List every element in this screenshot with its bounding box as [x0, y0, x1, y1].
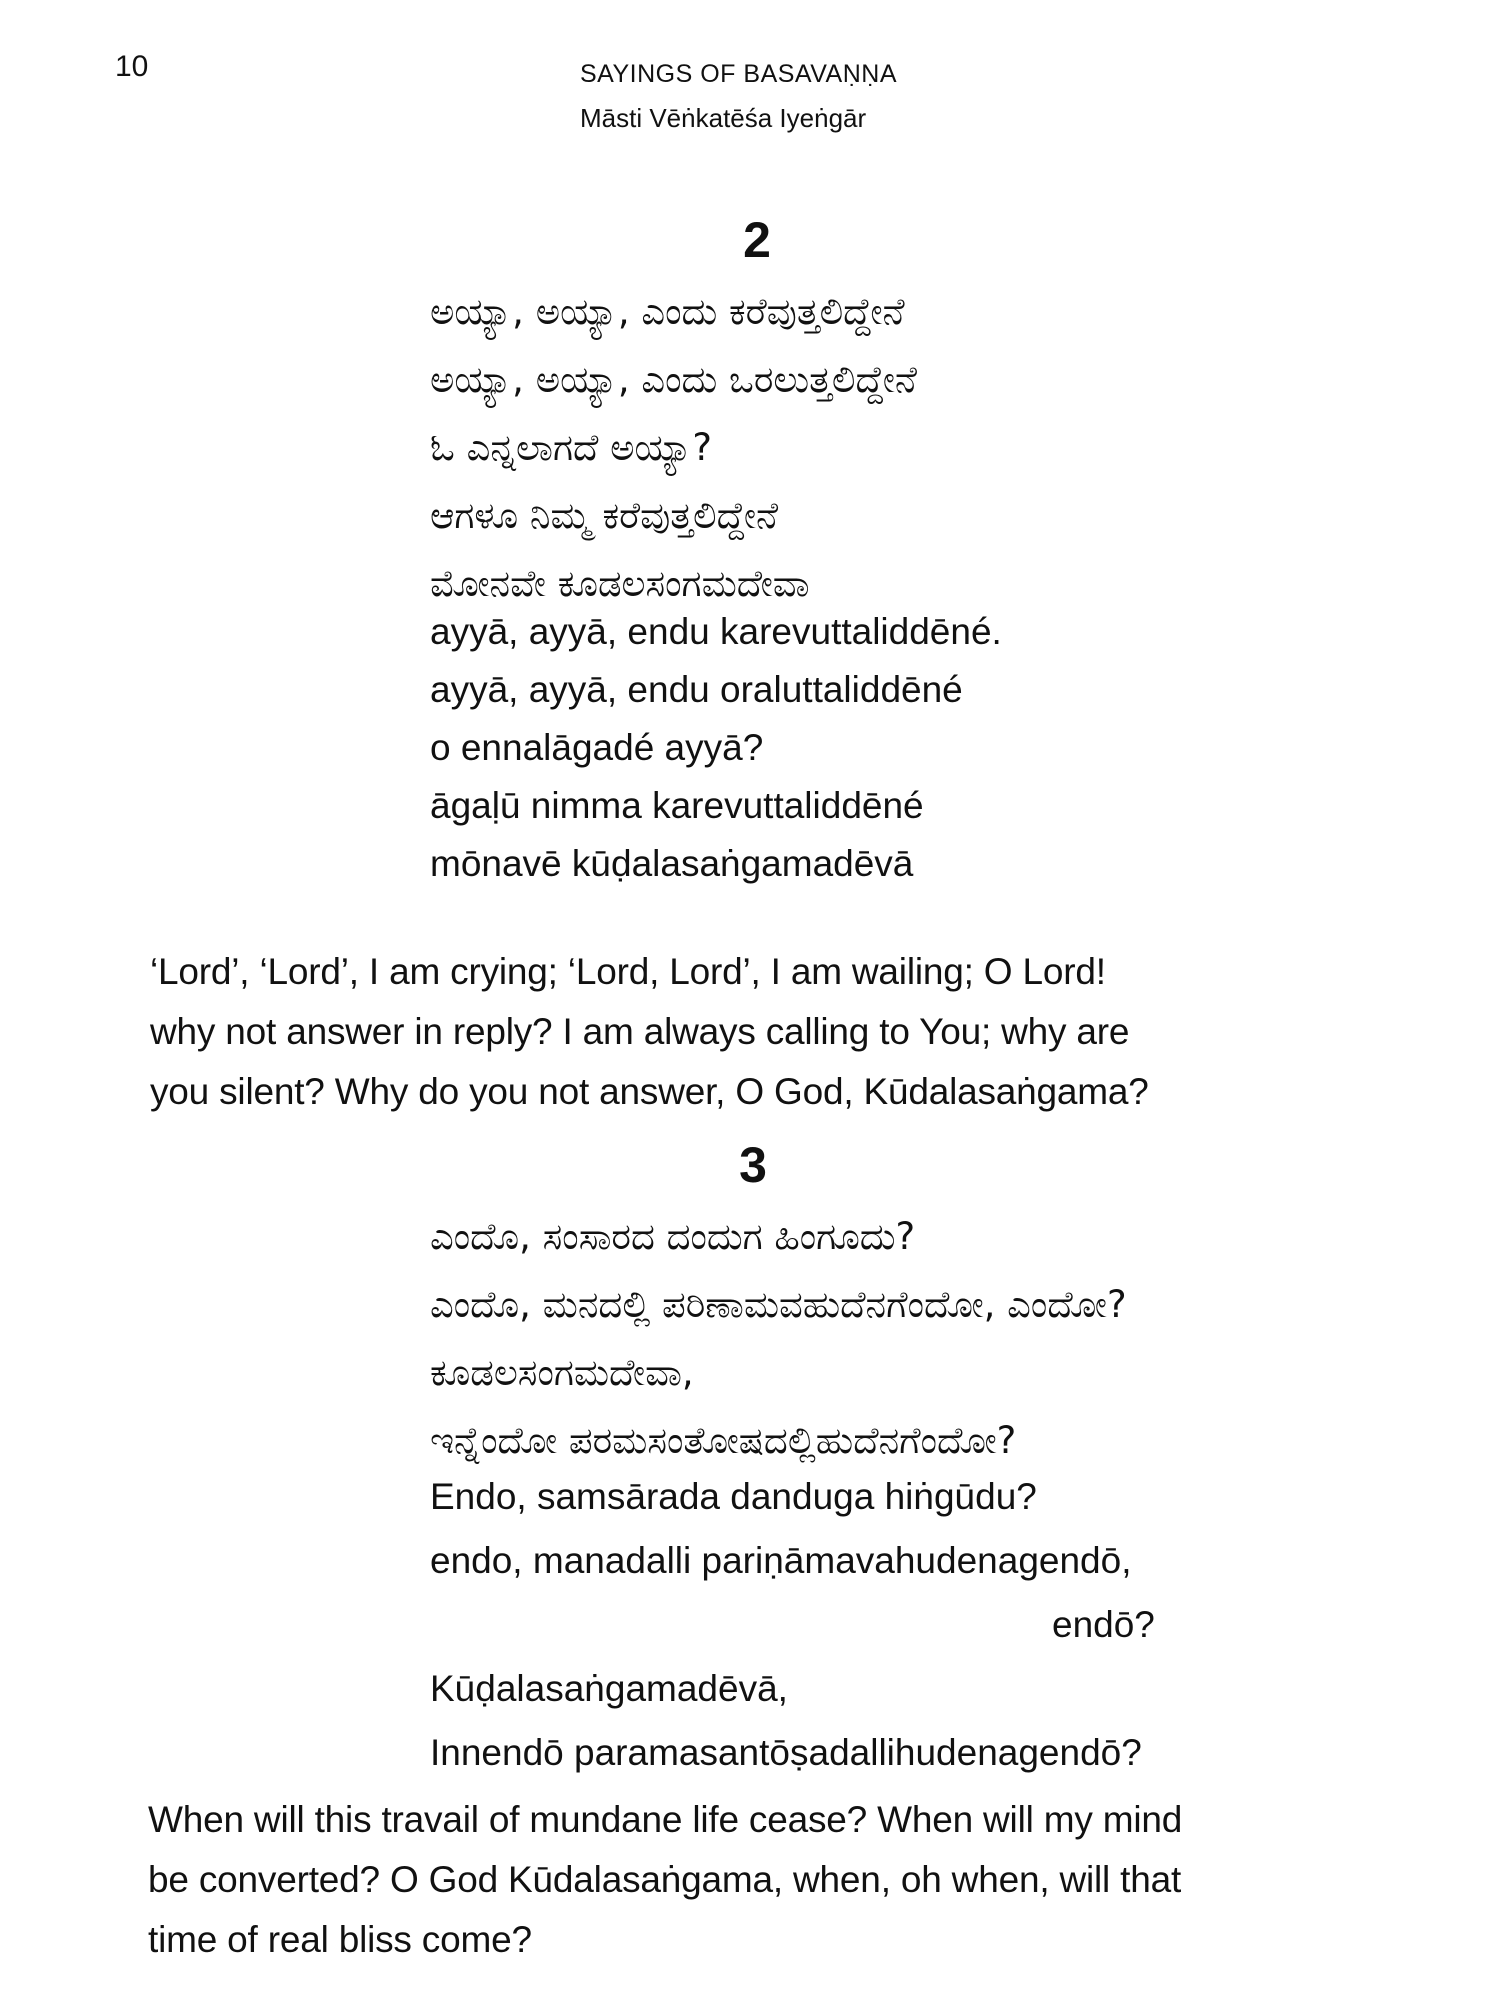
translation-line: why not answer in reply? I am always calling to You; why are	[150, 1011, 1130, 1052]
kannada-line: ಓ ಎನ್ನಲಾಗದೆ ಅಯ್ಯಾ?	[430, 426, 712, 469]
kannada-line: ಕೂಡಲಸಂಗಮದೇವಾ,	[430, 1351, 694, 1394]
book-title: SAYINGS OF BASAVAṆṆA	[580, 60, 898, 88]
running-header	[580, 52, 940, 140]
transliteration-line: Kūḍalasaṅgamadēvā,	[430, 1668, 788, 1709]
transliteration-line: ayyā, ayyā, endu karevuttaliddēné.	[430, 611, 1002, 652]
verse-2-transliteration	[430, 603, 1002, 893]
verse-2-kannada	[430, 278, 917, 618]
verse-3-translation	[148, 1790, 1378, 1970]
translation-line: When will this travail of mundane life cease? When will my mind	[148, 1799, 1183, 1840]
kannada-line: ಇನ್ನೆಂದೋ ಪರಮಸಂತೋಷದಲ್ಲಿಹುದೆನಗೆಂದೋ?	[430, 1419, 1017, 1462]
kannada-line: ಎಂದೊ, ಸಂಸಾರದ ದಂದುಗ ಹಿಂಗೂದು?	[430, 1215, 916, 1258]
translation-line: you silent? Why do you not answer, O God, Kūdalasaṅgama?	[150, 1071, 1149, 1112]
verse-2-translation	[150, 942, 1380, 1122]
kannada-line: ಎಂದೊ, ಮನದಲ್ಲಿ ಪರಿಣಾಮವಹುದೆನಗೆಂದೋ, ಎಂದೋ?	[430, 1283, 1127, 1326]
translation-line: be converted? O God Kūdalasaṅgama, when, oh when, will that	[148, 1859, 1182, 1900]
transliteration-line: mōnavē kūḍalasaṅgamadēvā	[430, 843, 914, 884]
transliteration-line: ayyā, ayyā, endu oraluttaliddēné	[430, 669, 963, 710]
transliteration-line: endō?	[1052, 1604, 1155, 1645]
book-author: Māsti Vēṅkatēśa Iyeṅgār	[580, 103, 867, 133]
kannada-line: ಮೋನವೇ ಕೂಡಲಸಂಗಮದೇವಾ	[430, 562, 810, 605]
transliteration-line: o ennalāgadé ayyā?	[430, 727, 764, 768]
translation-line: ‘Lord’, ‘Lord’, I am crying; ‘Lord, Lord’, I am wailing; O Lord!	[150, 951, 1106, 992]
translation-line: time of real bliss come?	[148, 1919, 532, 1960]
transliteration-line: āgaḷū nimma karevuttaliddēné	[430, 785, 924, 826]
transliteration-line: Endo, samsārada danduga hiṅgūdu?	[430, 1476, 1037, 1517]
kannada-line: ಅಯ್ಯಾ, ಅಯ್ಯಾ, ಎಂದು ಒರಲುತ್ತಲಿದ್ದೇನೆ	[430, 358, 917, 401]
verse-number-2: 2	[743, 212, 771, 268]
transliteration-line: Innendō paramasantōṣadallihudenagendō?	[430, 1732, 1142, 1773]
kannada-line: ಆಗಳೂ ನಿಮ್ಮ ಕರೆವುತ್ತಲಿದ್ದೇನೆ	[430, 494, 779, 537]
transliteration-line: endo, manadalli pariṇāmavahudenagendō,	[430, 1540, 1132, 1581]
kannada-line: ಅಯ್ಯಾ, ಅಯ್ಯಾ, ಎಂದು ಕರೆವುತ್ತಲಿದ್ದೇನೆ	[430, 290, 905, 333]
page-number: 10	[115, 50, 149, 83]
verse-3-transliteration	[430, 1465, 1155, 1785]
verse-number-3: 3	[739, 1137, 767, 1193]
verse-3-kannada	[430, 1203, 1127, 1475]
